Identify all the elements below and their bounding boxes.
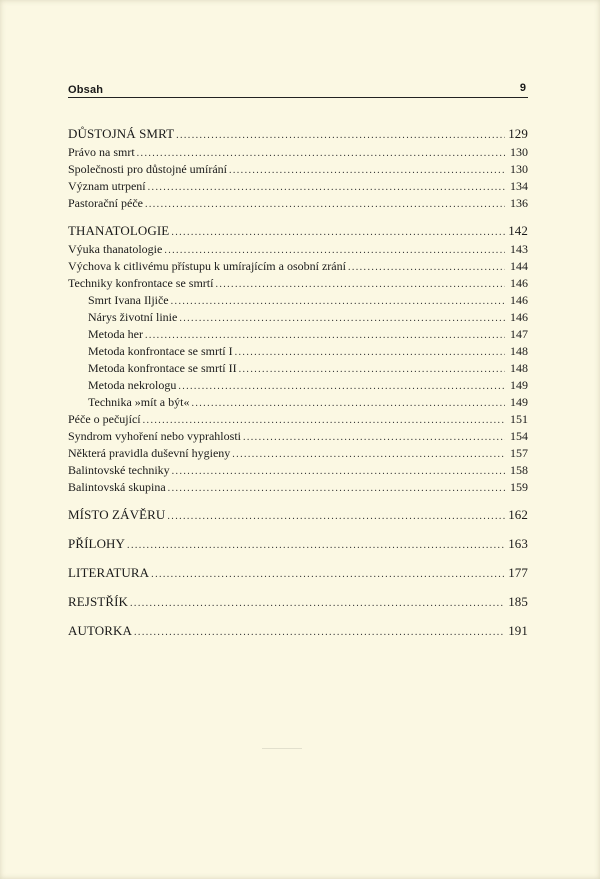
toc-subsection-entry bbox=[68, 327, 528, 344]
toc-entry-title: LITERATURA bbox=[68, 565, 150, 580]
toc-section-entry bbox=[68, 242, 528, 259]
toc-section-entry bbox=[68, 480, 528, 497]
toc-entry-page: 154 bbox=[510, 429, 528, 443]
toc-section-entry bbox=[68, 162, 528, 179]
toc-section-entry bbox=[68, 412, 528, 429]
toc-section-entry bbox=[68, 145, 528, 162]
toc-group bbox=[68, 594, 528, 613]
toc-chapter-entry bbox=[68, 126, 528, 145]
dot-leader bbox=[172, 466, 505, 477]
toc-group bbox=[68, 623, 528, 642]
toc-entry-title: Výuka thanatologie bbox=[68, 242, 163, 256]
toc-entry-page: 149 bbox=[510, 395, 528, 409]
toc-entry-page: 136 bbox=[510, 196, 528, 210]
toc-entry-page: 148 bbox=[510, 361, 528, 375]
toc-entry-page: 146 bbox=[510, 310, 528, 324]
toc-entry-page: 151 bbox=[510, 412, 528, 426]
toc-subsection-entry bbox=[68, 310, 528, 327]
toc-entry-title: Pastorační péče bbox=[68, 196, 143, 210]
toc-entry-title: Balintovská skupina bbox=[68, 480, 166, 494]
paper-speck bbox=[262, 748, 302, 749]
toc-entry-page: 185 bbox=[508, 594, 528, 609]
toc-group bbox=[68, 126, 528, 213]
toc-section-entry bbox=[68, 276, 528, 293]
toc-entry-title: Význam utrpení bbox=[68, 179, 146, 193]
toc-entry-page: 129 bbox=[508, 126, 528, 141]
toc-entry-page: 130 bbox=[510, 162, 528, 176]
toc-group bbox=[68, 565, 528, 584]
dot-leader bbox=[348, 262, 505, 273]
dot-leader bbox=[215, 279, 505, 290]
table-of-contents bbox=[68, 126, 528, 652]
toc-entry-title: AUTORKA bbox=[68, 623, 133, 638]
toc-entry-page: 146 bbox=[510, 293, 528, 307]
toc-subsection-entry bbox=[68, 361, 528, 378]
toc-chapter-entry bbox=[68, 594, 528, 613]
toc-entry-page: 130 bbox=[510, 145, 528, 159]
dot-leader bbox=[148, 182, 505, 193]
dot-leader bbox=[179, 313, 505, 324]
toc-section-entry bbox=[68, 429, 528, 446]
toc-entry-page: 157 bbox=[510, 446, 528, 460]
toc-entry-page: 162 bbox=[508, 507, 528, 522]
toc-entry-title: PŘÍLOHY bbox=[68, 536, 126, 551]
toc-entry-page: 144 bbox=[510, 259, 528, 273]
toc-entry-title: THANATOLOGIE bbox=[68, 223, 170, 238]
toc-entry-title: Metoda nekrologu bbox=[88, 378, 177, 392]
dot-leader bbox=[130, 598, 505, 609]
toc-entry-title: Techniky konfrontace se smrtí bbox=[68, 276, 214, 290]
toc-group bbox=[68, 536, 528, 555]
header-rule bbox=[68, 97, 528, 98]
toc-entry-title: Smrt Ivana Iljiče bbox=[88, 293, 169, 307]
toc-entry-title: Výchova k citlivému přístupu k umírajícím a osobní zrání bbox=[68, 259, 346, 273]
toc-entry-page: 148 bbox=[510, 344, 528, 358]
toc-section-entry bbox=[68, 446, 528, 463]
toc-entry-page: 158 bbox=[510, 463, 528, 477]
dot-leader bbox=[243, 432, 505, 443]
dot-leader bbox=[137, 148, 505, 159]
toc-entry-title: Některá pravidla duševní hygieny bbox=[68, 446, 231, 460]
toc-entry-title: Péče o pečující bbox=[68, 412, 141, 426]
toc-subsection-entry bbox=[68, 293, 528, 310]
toc-entry-title: Syndrom vyhoření nebo vyprahlosti bbox=[68, 429, 241, 443]
page-number: 9 bbox=[519, 82, 526, 94]
dot-leader bbox=[168, 483, 505, 494]
running-header bbox=[68, 82, 528, 100]
toc-group bbox=[68, 223, 528, 497]
toc-entry-page: 177 bbox=[508, 565, 528, 580]
toc-entry-title: DŮSTOJNÁ SMRT bbox=[68, 126, 175, 141]
toc-entry-title: MÍSTO ZÁVĚRU bbox=[68, 507, 166, 522]
toc-entry-page: 191 bbox=[508, 623, 528, 638]
dot-leader bbox=[178, 381, 505, 392]
dot-leader bbox=[176, 130, 505, 141]
toc-entry-title: Společnosti pro důstojné umírání bbox=[68, 162, 227, 176]
dot-leader bbox=[167, 511, 505, 522]
toc-entry-page: 159 bbox=[510, 480, 528, 494]
toc-chapter-entry bbox=[68, 623, 528, 642]
toc-entry-title: Metoda her bbox=[88, 327, 143, 341]
dot-leader bbox=[191, 398, 505, 409]
toc-chapter-entry bbox=[68, 507, 528, 526]
toc-entry-title: Balintovské techniky bbox=[68, 463, 170, 477]
toc-chapter-entry bbox=[68, 536, 528, 555]
dot-leader bbox=[151, 569, 505, 580]
toc-section-entry bbox=[68, 463, 528, 480]
toc-entry-title: Metoda konfrontace se smrtí I bbox=[88, 344, 233, 358]
toc-section-entry bbox=[68, 196, 528, 213]
toc-entry-page: 149 bbox=[510, 378, 528, 392]
dot-leader bbox=[232, 449, 505, 460]
toc-entry-page: 143 bbox=[510, 242, 528, 256]
toc-entry-title: Nárys životní linie bbox=[88, 310, 178, 324]
toc-subsection-entry bbox=[68, 395, 528, 412]
toc-entry-title: REJSTŘÍK bbox=[68, 594, 129, 609]
dot-leader bbox=[164, 245, 505, 256]
dot-leader bbox=[239, 364, 505, 375]
toc-subsection-entry bbox=[68, 344, 528, 361]
toc-entry-page: 146 bbox=[510, 276, 528, 290]
dot-leader bbox=[127, 540, 505, 551]
toc-section-entry bbox=[68, 259, 528, 276]
section-title: Obsah bbox=[68, 84, 104, 96]
toc-entry-title: Právo na smrt bbox=[68, 145, 135, 159]
toc-entry-page: 147 bbox=[510, 327, 528, 341]
toc-section-entry bbox=[68, 179, 528, 196]
dot-leader bbox=[145, 199, 505, 210]
toc-entry-page: 134 bbox=[510, 179, 528, 193]
dot-leader bbox=[171, 296, 505, 307]
dot-leader bbox=[145, 330, 505, 341]
toc-chapter-entry bbox=[68, 223, 528, 242]
dot-leader bbox=[229, 165, 505, 176]
toc-chapter-entry bbox=[68, 565, 528, 584]
dot-leader bbox=[134, 627, 505, 638]
dot-leader bbox=[235, 347, 505, 358]
dot-leader bbox=[143, 415, 505, 426]
toc-entry-page: 142 bbox=[508, 223, 528, 238]
toc-subsection-entry bbox=[68, 378, 528, 395]
toc-entry-title: Technika »mít a být« bbox=[88, 395, 190, 409]
dot-leader bbox=[171, 227, 505, 238]
toc-entry-title: Metoda konfrontace se smrtí II bbox=[88, 361, 237, 375]
toc-entry-page: 163 bbox=[508, 536, 528, 551]
toc-group bbox=[68, 507, 528, 526]
